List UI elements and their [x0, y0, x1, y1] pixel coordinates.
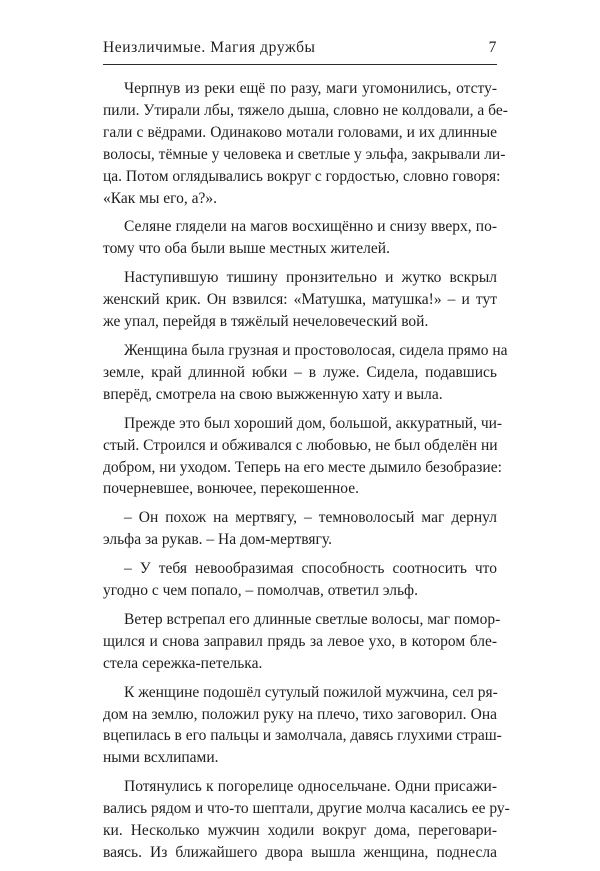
- page-number: 7: [488, 39, 497, 56]
- text-line: угодно с чем попало, – помолчав, ответил эльф.: [103, 582, 418, 600]
- paragraph: [103, 413, 503, 501]
- text-line: стела сережка-петелька.: [103, 654, 263, 672]
- text-line: ца. Потом оглядывались вокруг с гордостью, словно говоря:: [103, 167, 501, 185]
- text-line: женский крик. Он взвился: «Матушка, матушка!» – и тут: [103, 291, 497, 309]
- paragraph: [103, 776, 510, 864]
- text-line: ваясь. Из ближайшего двора вышла женщина, поднесла: [103, 844, 497, 861]
- book-title: Неизличимые. Магия дружбы: [103, 39, 316, 56]
- paragraph: [103, 507, 497, 551]
- text-line: стый. Строился и обживался с любовью, не был обделён ни: [103, 436, 498, 454]
- text-line: добром, ни уходом. Теперь на его месте дымило безобразие:: [103, 458, 502, 476]
- text-line: почерневшее, вонючее, перекошенное.: [103, 480, 359, 498]
- text-line: «Как мы его, а?».: [103, 189, 218, 207]
- text-line: пили. Утирали лбы, тяжело дыша, словно не колдовали, а бе-: [103, 101, 508, 119]
- text-line: Черпнув из реки ещё по разу, маги угомонились, отсту-: [124, 80, 497, 97]
- paragraph: [103, 267, 497, 333]
- text-line: Наступившую тишину пронзительно и жутко вскрыл: [124, 269, 497, 287]
- paragraph: [103, 78, 508, 209]
- running-header: [103, 37, 497, 63]
- text-line: вцепилась в его пальцы и замолчала, давясь глухими страш-: [103, 727, 502, 745]
- text-line: же упал, перейдя в тяжёлый нечеловеческий вой.: [103, 313, 429, 331]
- text-line: земле, край длинной юбки – в луже. Сидела, подавшись: [103, 363, 497, 381]
- paragraph: [103, 340, 508, 406]
- text-line: Прежде это был хороший дом, большой, аккуратный, чи-: [124, 414, 503, 432]
- text-line: дом на землю, положил руку на плечо, тихо заговорил. Она: [103, 705, 497, 723]
- paragraph: [103, 216, 497, 260]
- header-rule: [103, 64, 497, 65]
- text-line: ными всхлипами.: [103, 749, 219, 767]
- text-line: волосы, тёмные у человека и светлые у эльфа, закрывали ли-: [103, 145, 506, 163]
- text-line: Женщина была грузная и простоволосая, сидела прямо на: [124, 341, 508, 359]
- text-line: щился и снова заправил прядь за левое ухо, в котором бле-: [103, 632, 497, 650]
- text-line: тому что оба были выше местных жителей.: [103, 240, 390, 258]
- text-line: вперёд, смотрела на свою выжженную хату и выла.: [103, 385, 443, 403]
- paragraph: [103, 609, 501, 675]
- paragraph: [103, 682, 502, 770]
- text-line: Селяне глядели на магов восхищённо и снизу вверх, по-: [124, 218, 497, 236]
- text-line: – У тебя невообразимая способность соотносить что: [124, 560, 497, 578]
- body-text: [103, 78, 510, 871]
- text-line: эльфа за рукав. – На дом-мертвягу.: [103, 531, 332, 549]
- text-line: вались рядом и что-то шептали, другие молча касались ее ру-: [103, 800, 510, 818]
- text-line: Ветер встрепал его длинные светлые волосы, маг помор-: [124, 610, 501, 628]
- text-line: – Он похож на мертвягу, – темноволосый маг дернул: [124, 509, 497, 527]
- text-line: К женщине подошёл сутулый пожилой мужчина, сел ря-: [124, 683, 498, 701]
- paragraph: [103, 558, 497, 602]
- text-line: Потянулись к погорелице односельчане. Одни присажи-: [124, 778, 497, 796]
- text-line: ки. Несколько мужчин ходили вокруг дома, переговари-: [103, 822, 497, 840]
- text-line: гали с вёдрами. Одинаково мотали головами, и их длинные: [103, 123, 497, 141]
